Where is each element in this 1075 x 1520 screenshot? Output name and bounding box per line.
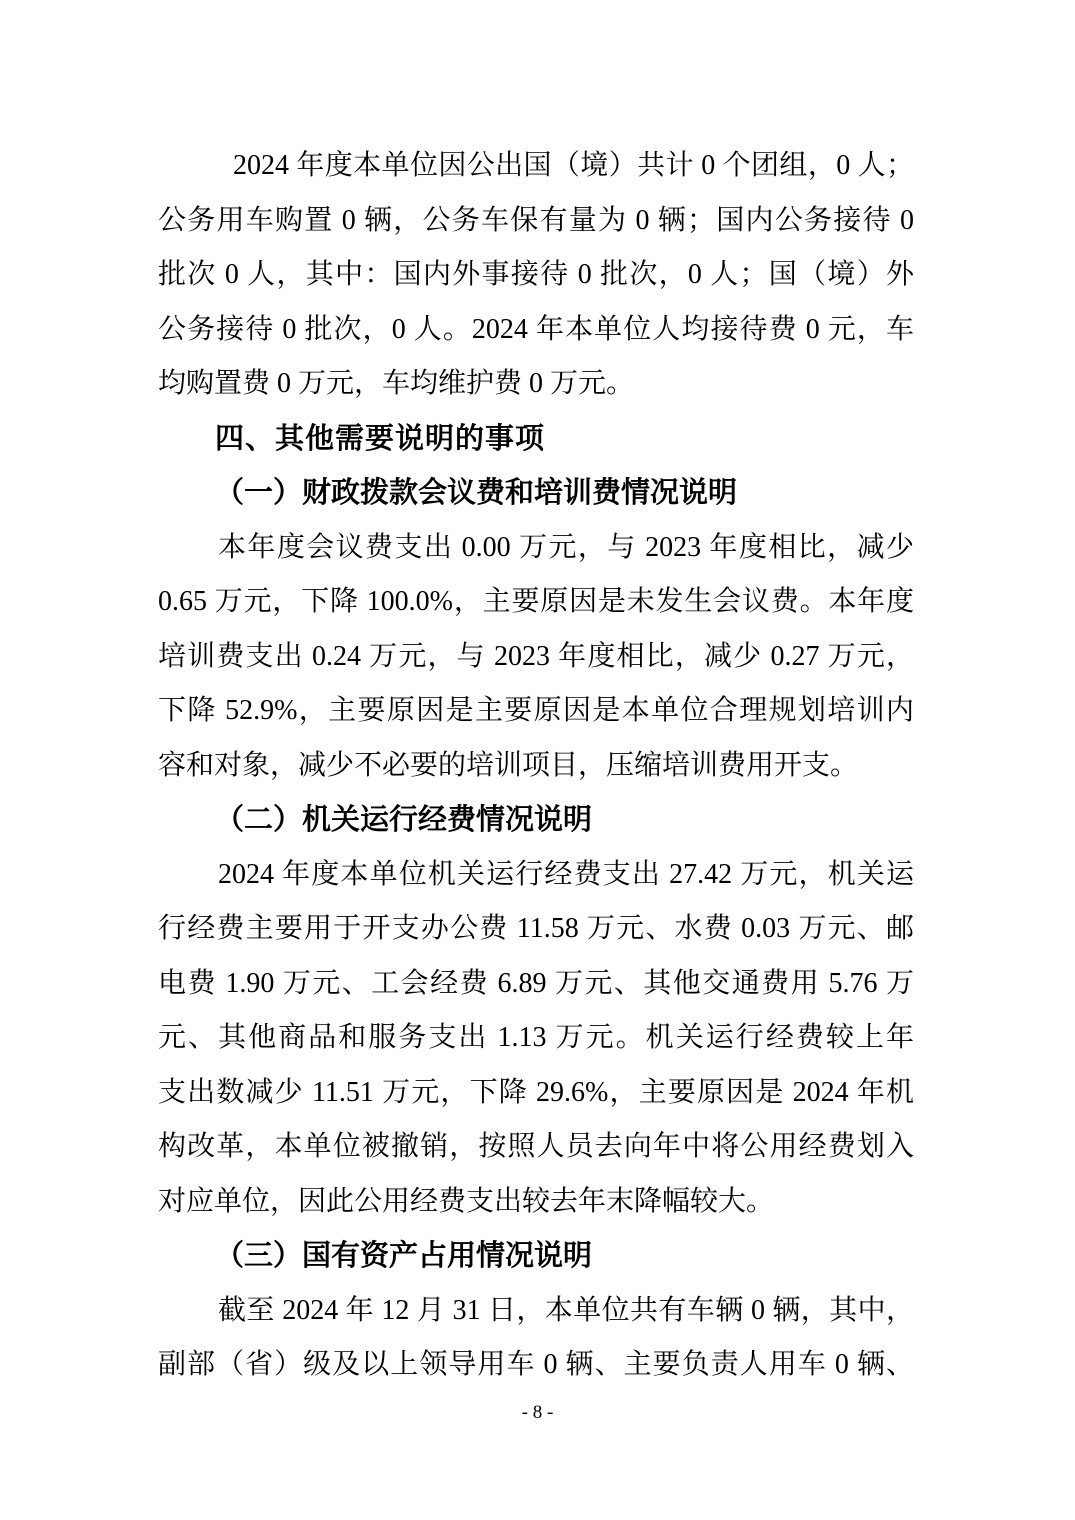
subsection-heading: （三）国有资产占用情况说明 <box>215 1240 593 1272</box>
paragraph-line: 培训费支出 0.24 万元，与 2023 年度相比，减少 0.27 万元， <box>158 640 914 672</box>
paragraph-line: 电费 1.90 万元、工会经费 6.89 万元、其他交通费用 5.76 万 <box>158 967 914 999</box>
subsection-heading: （一）财政拨款会议费和培训费情况说明 <box>215 477 738 509</box>
paragraph-line: 容和对象，减少不必要的培训项目，压缩培训费用开支。 <box>158 749 859 781</box>
paragraph-line: 公务用车购置 0 辆，公务车保有量为 0 辆；国内公务接待 0 <box>158 204 914 236</box>
document-content <box>158 139 914 1393</box>
paragraph-line: 2024 年度本单位因公出国（境）共计 0 个团组，0 人； <box>233 150 914 181</box>
paragraph-line: 元、其他商品和服务支出 1.13 万元。机关运行经费较上年 <box>158 1022 914 1053</box>
subsection-heading: （二）机关运行经费情况说明 <box>215 804 593 836</box>
paragraph-line: 0.65 万元，下降 100.0%，主要原因是未发生会议费。本年度 <box>158 586 914 617</box>
paragraph-line: 截至 2024 年 12 月 31 日，本单位共有车辆 0 辆，其中， <box>218 1294 914 1326</box>
section-heading: 四、其他需要说明的事项 <box>215 422 546 455</box>
paragraph-line: 对应单位，因此公用经费支出较去年末降幅较大。 <box>158 1185 775 1217</box>
paragraph-line: 行经费主要用于开支办公费 11.58 万元、水费 0.03 万元、邮 <box>158 913 914 944</box>
page-number: - 8 - <box>521 1402 554 1423</box>
paragraph-line: 副部（省）级及以上领导用车 0 辆、主要负责人用车 0 辆、 <box>158 1349 914 1380</box>
paragraph-line: 支出数减少 11.51 万元，下降 29.6%，主要原因是 2024 年机 <box>158 1076 914 1108</box>
paragraph-line: 本年度会议费支出 0.00 万元，与 2023 年度相比，减少 <box>218 531 914 563</box>
paragraph-line: 下降 52.9%，主要原因是主要原因是本单位合理规划培训内 <box>158 695 914 726</box>
paragraph-line: 公务接待 0 批次，0 人。2024 年本单位人均接待费 0 元，车 <box>158 313 914 345</box>
paragraph-line: 批次 0 人，其中：国内外事接待 0 批次，0 人；国（境）外 <box>158 259 914 290</box>
paragraph-line: 均购置费 0 万元，车均维护费 0 万元。 <box>158 368 635 399</box>
paragraph-line: 构改革，本单位被撤销，按照人员去向年中将公用经费划入 <box>158 1131 914 1162</box>
paragraph-line: 2024 年度本单位机关运行经费支出 27.42 万元，机关运 <box>218 858 914 890</box>
